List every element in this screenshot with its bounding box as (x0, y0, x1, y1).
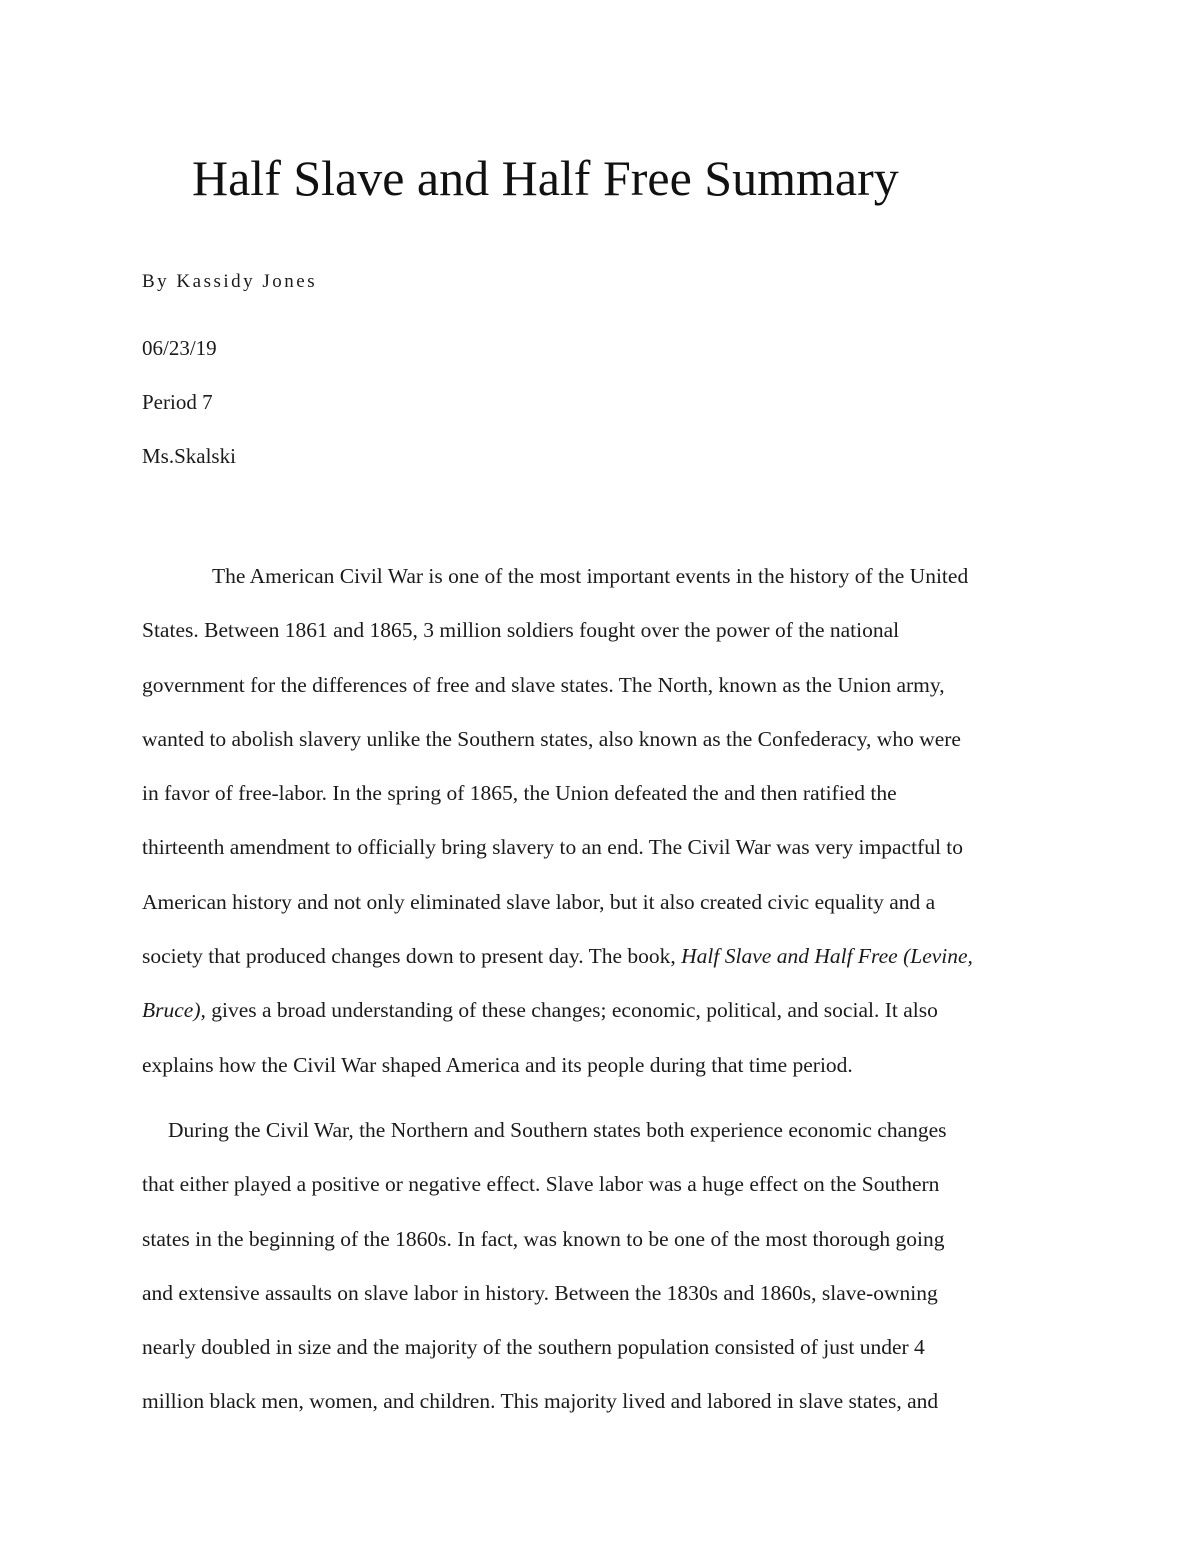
paragraph-line: The American Civil War is one of the most important events in the history of the United (212, 564, 969, 588)
paragraph-line: explains how the Civil War shaped America and its people during that time period. (142, 1052, 853, 1077)
paragraph-line: thirteenth amendment to officially bring slavery to an end. The Civil War was very impactful to (142, 835, 964, 860)
paragraph-line (142, 942, 1062, 996)
teacher-name: Ms.Skalski (142, 444, 236, 468)
document-title: Half Slave and Half Free Summary (192, 150, 899, 206)
paragraph-intro (142, 562, 1062, 1105)
paragraph-line: that either played a positive or negative effect. Slave labor was a huge effect on the Southern (142, 1172, 940, 1197)
paragraph-line: nearly doubled in size and the majority of the southern population consisted of just under 4 (142, 1335, 925, 1360)
class-period: Period 7 (142, 390, 213, 414)
paragraph-line: and extensive assaults on slave labor in history. Between the 1830s and 1860s, slave-owning (142, 1280, 938, 1305)
paragraph-line: states in the beginning of the 1860s. In fact, was known to be one of the most thorough going (142, 1226, 945, 1251)
book-title-italic: Half Slave and Half Free (Levine, (681, 944, 973, 969)
line-text: society that produced changes down to present day. The book, (142, 944, 682, 969)
paragraph-line: government for the differences of free and slave states. The North, known as the Union army, (142, 672, 945, 697)
paragraph-line: in favor of free-labor. In the spring of 1865, the Union defeated the and then ratified the (142, 781, 897, 806)
book-author-italic: Bruce), (142, 998, 206, 1023)
paragraph-line: American history and not only eliminated slave labor, but it also created civic equality and a (142, 889, 936, 914)
paragraph-line: wanted to abolish slavery unlike the Southern states, also known as the Confederacy, who were (142, 726, 961, 751)
paragraph-line: million black men, women, and children. This majority lived and labored in slave states, and (142, 1389, 939, 1414)
author-byline: By Kassidy Jones (142, 271, 318, 292)
line-text: gives a broad understanding of these changes; economic, political, and social. It also (205, 998, 938, 1023)
paragraph-line: States. Between 1861 and 1865, 3 million soldiers fought over the power of the national (142, 618, 900, 643)
paragraph-economic (142, 1116, 1062, 1442)
paragraph-line (142, 996, 1062, 1050)
paragraph-line: During the Civil War, the Northern and Southern states both experience economic changes (168, 1118, 947, 1142)
document-date: 06/23/19 (142, 336, 217, 360)
